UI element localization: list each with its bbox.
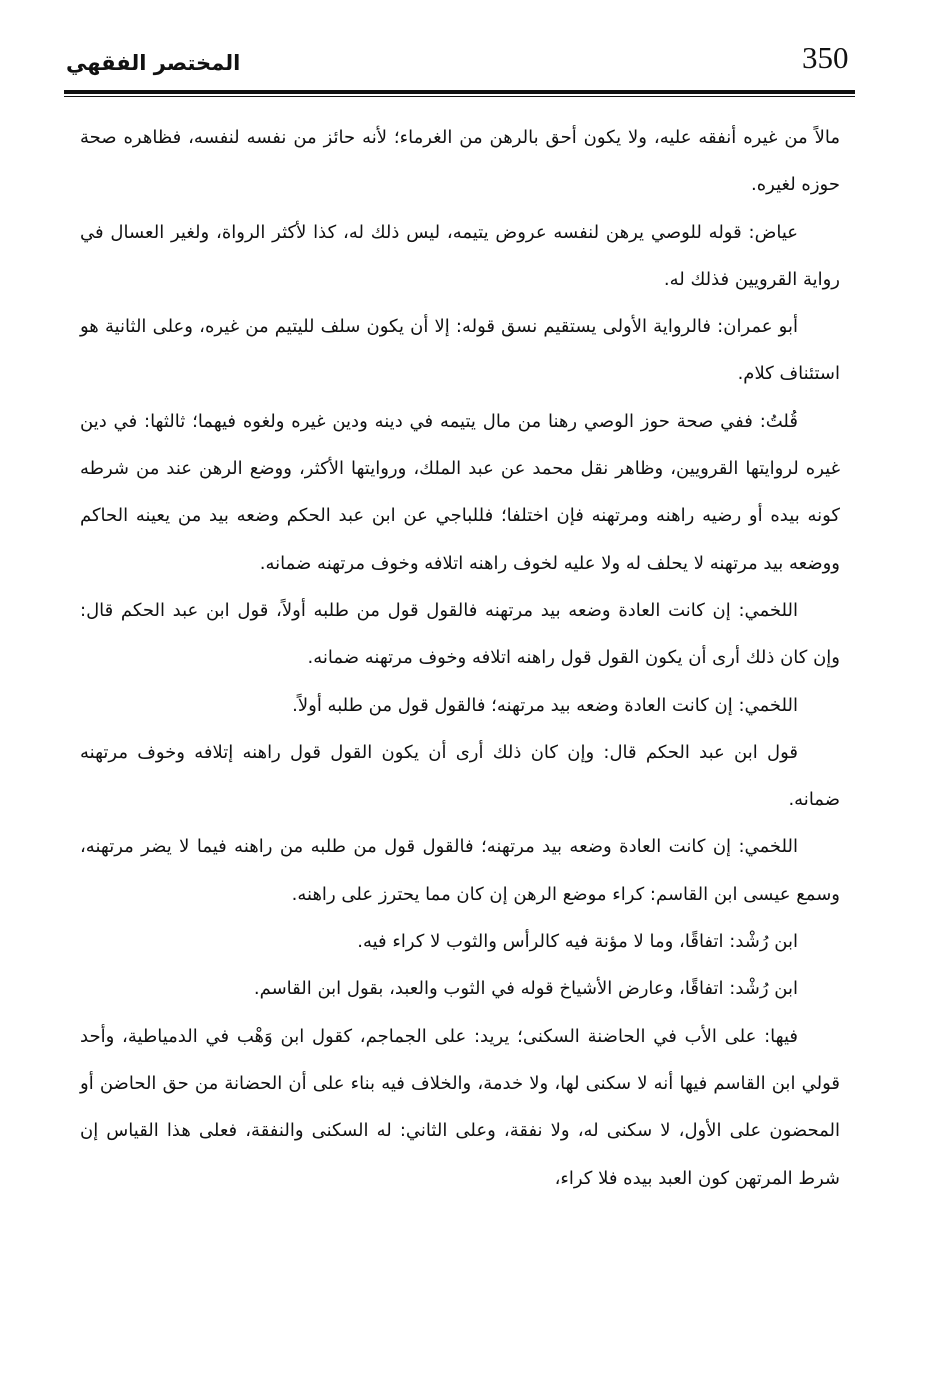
paragraph: أبو عمران: فالرواية الأولى يستقيم نسق قوله: إلا أن يكون سلف لليتيم من غيره، وعلى الثانية هو استئناف كلام. (80, 316, 840, 385)
header-rule-thick (64, 90, 855, 94)
paragraph: مالاً من غيره أنفقه عليه، ولا يكون أحق بالرهن من الغرماء؛ لأنه حائز من نفسه لنفسه، فظاهره صحة حوزه لغيره. (80, 127, 840, 196)
body-text (80, 114, 840, 1202)
header-rule-thin (64, 96, 855, 97)
page-header (66, 40, 854, 88)
paragraph: قُلتُ: ففي صحة حوز الوصي رهنا من مال يتيمه في دينه ودين غيره ولغوه فيهما؛ ثالثها: في دين غيره لروايتها القرويين، وظاهر نقل محمد عن عبد الملك، وروايتها الأكثر، ووضع الرهن عند من شرطه كونه بيده أو رضيه راهنه ومرتهنه فإن اختلفا؛ فللباجي عن ابن عبد الحكم وضعه بيد من يعينه الحاكم ووضعه بيد مرتهنه لا يحلف له ولا عليه لخوف راهنه اتلافه وخوف مرتهنه ضمانه. (80, 410, 840, 574)
paragraph: ابن رُشْد: اتفاقًا، وما لا مؤنة فيه كالرأس والثوب لا كراء فيه. (357, 931, 798, 953)
paragraph: اللخمي: إن كانت العادة وضعه بيد مرتهنه؛ فالقول قول من طلبه من راهنه فيما لا يضر مرتهنه، وسمع عيسى ابن القاسم: كراء موضع الرهن إن كان مما يحترز على راهنه. (80, 836, 840, 905)
page-number: 350 (802, 40, 849, 75)
book-title: المختصر الفقهي (66, 51, 241, 75)
paragraph: اللخمي: إن كانت العادة وضعه بيد مرتهنه؛ فالقول قول من طلبه أولاً. (292, 694, 798, 716)
paragraph: ابن رُشْد: اتفاقًا، وعارض الأشياخ قوله في الثوب والعبد، بقول ابن القاسم. (253, 978, 798, 1000)
paragraph: اللخمي: إن كانت العادة وضعه بيد مرتهنه فالقول قول من طلبه أولاً، قول ابن عبد الحكم قال: وإن كان ذلك أرى أن يكون القول قول راهنه اتلافه وخوف مرتهنه ضمانه. (80, 599, 840, 669)
paragraph: عياض: قوله للوصي يرهن لنفسه عروض يتيمه، ليس ذلك له، كذا لأكثر الرواة، ولغير العسال في رواية القرويين فذلك له. (80, 221, 840, 290)
paragraph: قول ابن عبد الحكم قال: وإن كان ذلك أرى أن يكون القول قول راهنه إتلافه وخوف مرتهنه ضمانه. (80, 741, 840, 811)
paragraph: فيها: على الأب في الحاضنة السكنى؛ يريد: على الجماجم، كقول ابن وَهْب في الدمياطية، وأحد قولي ابن القاسم فيها أنه لا سكنى لها، ولا خدمة، والخلاف فيه بناء على أن الحضانة من حق الحاضن أو المحضون على الأول، لا سكنى له، ولا نفقة، وعلى الثاني: له السكنى والنفقة، فعلى هذا القياس إن شرط المرتهن كون العبد بيده فلا كراء، (80, 1025, 840, 1189)
